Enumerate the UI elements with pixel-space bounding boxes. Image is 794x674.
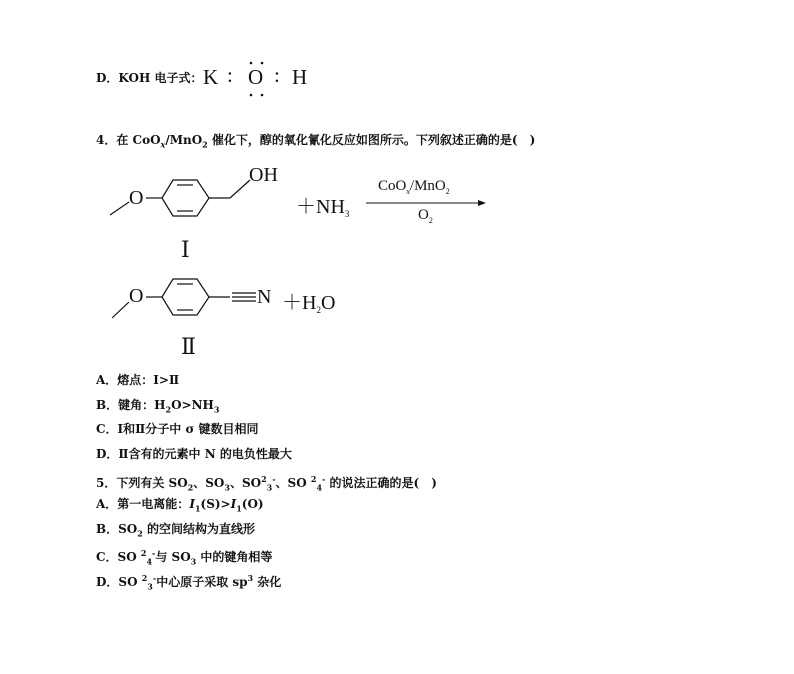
molecule-1-label: Ⅰ (181, 237, 190, 262)
koh-h: H (292, 65, 308, 89)
option-5c: C．SO $^2_4$-与 $SO_3$ 中的键角相等 (96, 548, 273, 567)
catalyst-label: CoO$_x$/MnO$_2$ (378, 178, 450, 196)
option-4c: C．Ⅰ和Ⅱ分子中 σ 键数目相同 (96, 422, 259, 436)
koh-k: K (203, 65, 219, 89)
koh-o: O (248, 65, 264, 89)
option-4a: A．熔点：Ⅰ>Ⅱ (96, 373, 180, 387)
option-5d: D．SO $^2_3$-中心原子采取 $sp^3$ 杂化 (96, 573, 282, 592)
koh-colon-left: : (227, 63, 233, 87)
koh-lone-pair-dots (250, 62, 264, 97)
molecule-2-n: N (257, 286, 272, 308)
question-5: 5．下列有关 $SO_2$、$SO_3$、$SO^2_3^-$、SO $^2_4$- 的说法正确的是( ) (96, 474, 437, 493)
option-d-label: D．KOH 电子式： (96, 71, 203, 85)
koh-colon-right: : (274, 63, 280, 87)
molecule-1-o: O (129, 187, 144, 209)
molecule-2-label: Ⅱ (181, 334, 196, 359)
question-4: 4．在 CoO$_x$/MnO$_2$ 催化下，醇的氧化氰化反应如图所示。下列叙述正确的是( ) (96, 133, 536, 150)
option-4d: D．Ⅱ含有的元素中 N 的电负性最大 (96, 447, 292, 461)
molecule-1-oh: OH (249, 164, 278, 186)
plus-h2o: $+H_2O$ (282, 292, 336, 315)
reaction-arrow (366, 200, 486, 206)
option-4b: B．键角：$H_2O>NH_3$ (96, 398, 220, 415)
plus-nh3: $+NH_3$ (296, 196, 350, 219)
option-5b: B．$SO_2$ 的空间结构为直线形 (96, 522, 256, 539)
molecule-2-o: O (129, 285, 144, 307)
option-5a: A．第一电离能：$I_1(S)>I_1(O)$ (96, 497, 264, 514)
oxygen-condition: $O_2$ (418, 207, 433, 225)
